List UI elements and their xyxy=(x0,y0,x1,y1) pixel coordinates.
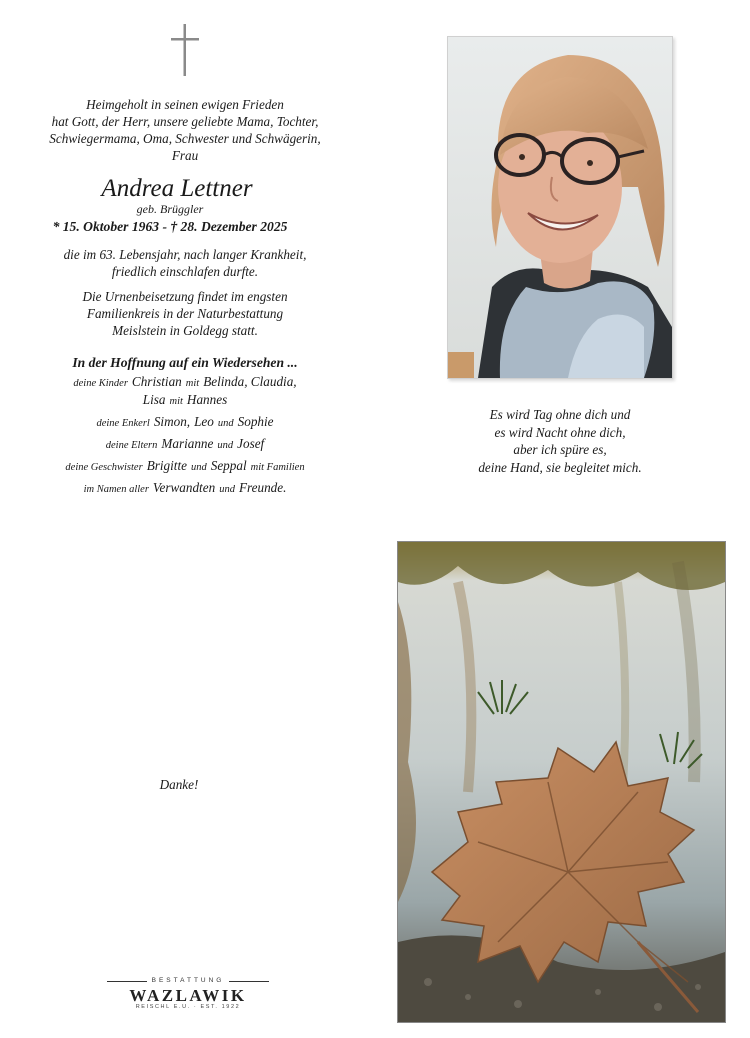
mourner-grandchildren: deine Enkerl Simon, Leo und Sophie xyxy=(96,414,274,429)
portrait-illustration xyxy=(448,37,672,378)
deceased-name: Andrea Lettner xyxy=(101,175,253,202)
passing-line: friedlich einschlafen durfte. xyxy=(111,264,259,279)
passing-text xyxy=(20,246,350,280)
leaf-water-illustration xyxy=(398,542,725,1022)
poem xyxy=(445,406,675,476)
mourner-relatives: im Namen aller Verwandten und Freunde. xyxy=(83,480,287,495)
thanks-text: Danke! xyxy=(159,777,199,792)
burial-line: Meislstein in Goldegg statt. xyxy=(112,323,258,338)
funeral-home-logo xyxy=(107,977,269,1013)
intro-line: hat Gott, der Herr, unsere geliebte Mama, Tochter, xyxy=(51,114,319,129)
birth-name: geb. Brüggler xyxy=(136,202,204,216)
logo-bottom-text: REISCHL E.U. · EST. 1922 xyxy=(135,1004,241,1010)
mourners-list xyxy=(20,372,350,500)
intro-line: Schwiegermama, Oma, Schwester und Schwägerin, xyxy=(49,131,321,146)
life-dates: * 15. Oktober 1963 - † 28. Dezember 2025 xyxy=(52,219,288,234)
poem-line: aber ich spüre es, xyxy=(513,442,607,457)
burial-text xyxy=(20,288,350,339)
mourner-siblings: deine Geschwister Brigitte und Seppal mit Familien xyxy=(65,458,305,473)
passing-line: die im 63. Lebensjahr, nach langer Krankheit, xyxy=(63,247,307,262)
poem-line: es wird Nacht ohne dich, xyxy=(494,424,626,440)
intro-line: Frau xyxy=(171,148,199,163)
logo-top-text: BESTATTUNG xyxy=(151,977,225,984)
intro-line: Heimgeholt in seinen ewigen Frieden xyxy=(86,97,284,112)
intro-text xyxy=(20,96,350,164)
leaf-water-photo xyxy=(397,541,726,1023)
burial-line: Die Urnenbeisetzung findet im engsten xyxy=(82,289,288,304)
portrait-photo xyxy=(447,36,673,379)
logo-main-text: WAZLAWIK xyxy=(129,986,247,1005)
hope-heading: In der Hoffnung auf ein Wiedersehen ... xyxy=(72,355,298,370)
cross-icon xyxy=(169,24,201,76)
mourner-children: deine Kinder Christian mit Belinda, Claudia, xyxy=(73,374,297,389)
poem-line: deine Hand, sie begleitet mich. xyxy=(478,459,642,475)
burial-line: Familienkreis in der Naturbestattung xyxy=(86,306,284,321)
poem-line: Es wird Tag ohne dich und xyxy=(489,407,631,422)
mourner-parents: deine Eltern Marianne und Josef xyxy=(105,436,265,451)
mourner-children-2: Lisa mit Hannes xyxy=(142,392,228,407)
